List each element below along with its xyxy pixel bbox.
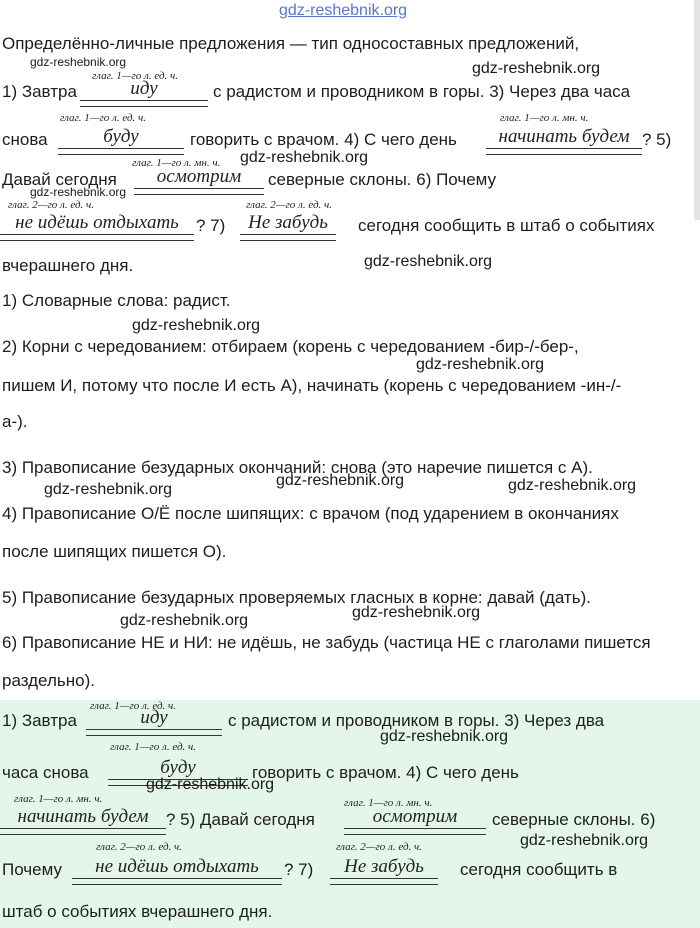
predicate-underline [330,878,438,885]
note-line: 5) Правописание безударных проверяемых гласных в корне: давай (дать). [2,588,591,607]
predicate-underline [86,729,222,736]
grammar-annotation: глаг. 2—го л. ед. ч. [246,199,333,211]
predicate-underline [80,100,208,107]
predicate-underline [486,148,642,155]
note-line: раздельно). [2,671,95,690]
note-line: после шипящих пишется О). [2,542,227,561]
sentence-text: с радистом и проводником в горы. 3) Через два часа [213,82,631,101]
watermark: gdz-reshebnik.org [30,185,127,199]
sentence-text: Почему [2,860,62,879]
grammar-annotation: глаг. 1—го л. ед. ч. [90,700,177,712]
watermark: gdz-reshebnik.org [146,776,275,793]
sentence-text: ? 7) [284,860,314,879]
note-line: пишем И, потому что после И есть А), начинать (корень с чередованием -ин-/- [2,376,622,395]
note-line: 6) Правописание НЕ и НИ: не идёшь, не забудь (частица НЕ с глаголами пишется [2,633,651,652]
watermark: gdz-reshebnik.org [364,253,493,270]
grammar-annotation: глаг. 1—го л. мн. ч. [14,793,103,805]
sentence-text: 1) Завтра [2,82,77,101]
sentence-text: ? 5) Давай сегодня [166,810,315,829]
watermark: gdz-reshebnik.org [416,356,545,373]
predicate-underline [58,148,184,155]
sentence-text: с радистом и проводником в горы. 3) Через два [228,711,605,730]
predicate-word: начинать будем [498,126,630,147]
watermark: gdz-reshebnik.org [472,60,601,77]
sentence-text: сегодня сообщить в штаб о событиях [358,216,655,235]
predicate-word: Не забудь [344,856,424,877]
predicate-word: Не забудь [248,212,328,233]
note-line: 4) Правописание О/Ё после шипящих: с врачом (под ударением в окончаниях [2,504,619,523]
sentence-text: снова [2,130,48,149]
grammar-annotation: глаг. 1—го л. мн. ч. [132,157,221,169]
predicate-word: осмотрим [372,806,458,827]
watermark: gdz-reshebnik.org [520,832,649,849]
predicate-word: не идёшь отдыхать [15,212,179,233]
watermark: gdz-reshebnik.org [276,472,405,489]
sentence-text: вчерашнего дня. [2,256,134,275]
watermark: gdz-reshebnik.org [240,149,369,166]
grammar-annotation: глаг. 2—го л. ед. ч. [8,199,95,211]
predicate-word: осмотрим [156,166,242,187]
watermark: gdz-reshebnik.org [44,481,173,498]
watermark: gdz-reshebnik.org [352,604,481,621]
predicate-word: начинать будем [17,806,149,827]
sentence-text: 1) Завтра [2,711,77,730]
predicate-underline [0,234,194,241]
predicate-underline [72,878,282,885]
predicate-word: иду [130,78,158,99]
predicate-word: буду [160,757,196,778]
watermark: gdz-reshebnik.org [380,728,509,745]
grammar-annotation: глаг. 2—го л. ед. ч. [96,841,183,853]
note-line: 2) Корни с чередованием: отбираем (корень с чередованием -бир-/-бер-, [2,337,579,356]
grammar-annotation: глаг. 1—го л. ед. ч. [92,70,179,82]
predicate-underline [0,828,166,835]
grammar-annotation: глаг. 1—го л. ед. ч. [110,741,197,753]
sentence-text: Давай сегодня [2,170,117,189]
sentence-text: ? 5) [642,130,672,149]
sentence-text: штаб о событиях вчерашнего дня. [2,902,273,921]
watermark: gdz-reshebnik.org [120,612,249,629]
grammar-annotation: глаг. 1—го л. ед. ч. [60,112,147,124]
scroll-track[interactable] [694,0,700,220]
site-link[interactable]: gdz-reshebnik.org [279,2,408,19]
predicate-word: не идёшь отдыхать [95,856,259,877]
grammar-annotation: глаг. 1—го л. мн. ч. [500,112,589,124]
predicate-word: буду [103,126,139,147]
predicate-underline [344,828,486,835]
grammar-annotation: глаг. 1—го л. мн. ч. [344,797,433,809]
intro-text: Определённо-личные предложения — тип односоставных предложений, [2,34,580,53]
sentence-text: ? 7) [196,216,226,235]
note-line: 1) Словарные слова: радист. [2,291,231,310]
sentence-text: часа снова [2,763,89,782]
sentence-text: сегодня сообщить в [460,860,618,879]
note-line: 3) Правописание безударных окончаний: снова (это наречие пишется с А). [2,458,593,477]
sentence-text: говорить с врачом. 4) С чего день [252,763,519,782]
watermark: gdz-reshebnik.org [30,55,127,69]
watermark: gdz-reshebnik.org [132,317,261,334]
predicate-underline [240,234,336,241]
watermark: gdz-reshebnik.org [508,477,637,494]
note-line: а-). [2,412,28,431]
sentence-text: говорить с врачом. 4) С чего день [190,130,457,149]
sentence-text: северные склоны. 6) Почему [268,170,497,189]
sentence-text: северные склоны. 6) [492,810,656,829]
predicate-underline [134,188,264,195]
predicate-word: иду [140,707,168,728]
grammar-annotation: глаг. 2—го л. ед. ч. [336,841,423,853]
